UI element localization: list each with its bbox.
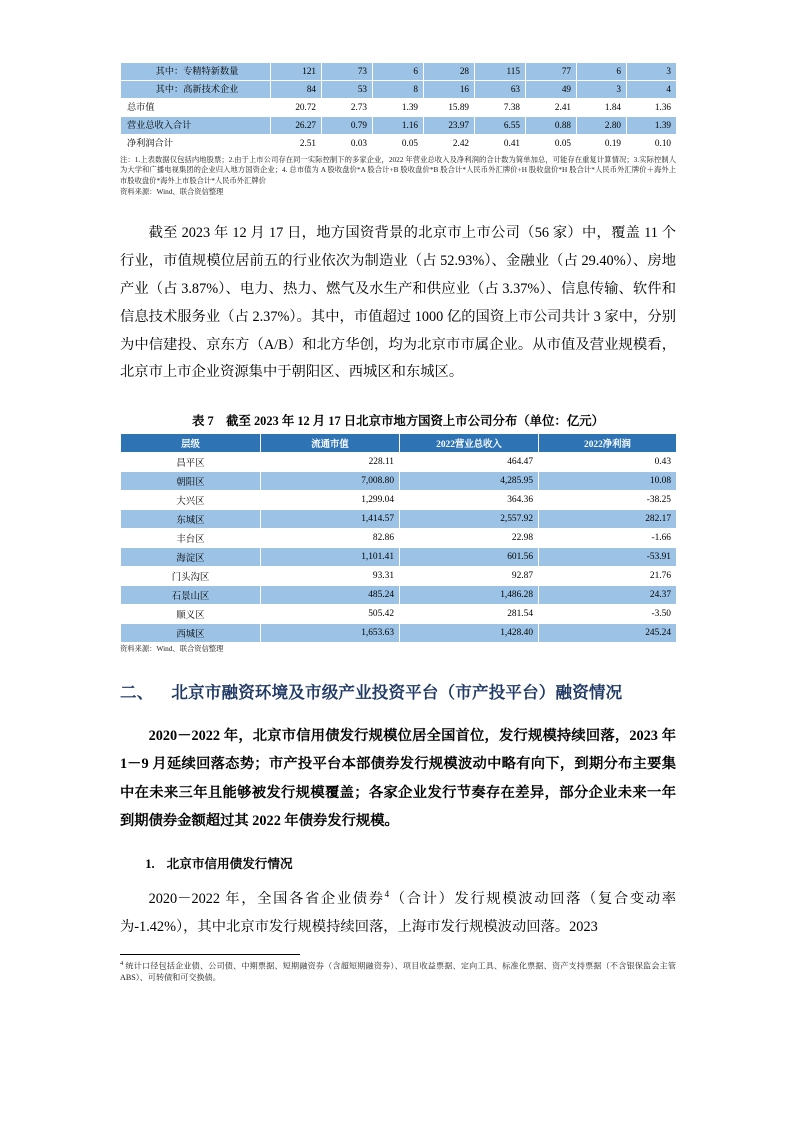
cell-value: 1,428.40 — [400, 624, 539, 643]
cell-value: 2.80 — [577, 117, 627, 135]
cell-value: 0.05 — [526, 135, 577, 153]
cell-value: 245.24 — [539, 624, 677, 643]
table-row — [121, 135, 677, 153]
cell-value: 464.47 — [400, 453, 539, 472]
table-row — [121, 99, 677, 117]
cell-value: 2,557.92 — [400, 510, 539, 529]
cell-value: -38.25 — [539, 491, 677, 510]
footnote — [120, 959, 676, 984]
column-header-float-market-value: 流通市值 — [261, 434, 400, 453]
cell-value: 1,486.28 — [400, 586, 539, 605]
cell-value: 281.54 — [400, 605, 539, 624]
table-row — [121, 81, 677, 99]
page-content — [120, 0, 676, 984]
cell-value: 4 — [627, 81, 677, 99]
table7-body — [121, 453, 677, 643]
cell-value: 0.88 — [526, 117, 577, 135]
row-label: 其中：专精特新数量 — [121, 63, 271, 81]
cell-value: -3.50 — [539, 605, 677, 624]
row-label: 总市值 — [121, 99, 271, 117]
cell-value: 16 — [424, 81, 475, 99]
cell-value: 84 — [271, 81, 322, 99]
district-name: 昌平区 — [121, 453, 261, 472]
district-name: 石景山区 — [121, 586, 261, 605]
cell-value: -1.66 — [539, 529, 677, 548]
district-name: 丰台区 — [121, 529, 261, 548]
cell-value: 21.76 — [539, 567, 677, 586]
cell-value: 82.86 — [261, 529, 400, 548]
section-number: 二、 — [120, 684, 154, 703]
cell-value: 23.97 — [424, 117, 475, 135]
paragraph-bond-issuance — [120, 886, 676, 942]
cell-value: 73 — [322, 63, 373, 81]
cell-value: 121 — [271, 63, 322, 81]
cell-value: 1,414.57 — [261, 510, 400, 529]
table-row — [121, 117, 677, 135]
spacer-before-section — [120, 655, 676, 681]
cell-value: 20.72 — [271, 99, 322, 117]
cell-value: 6 — [577, 63, 627, 81]
table-row — [121, 510, 677, 529]
footnote-reference: 4 — [384, 889, 390, 900]
cell-value: 115 — [475, 63, 526, 81]
subsection-title: 北京市信用债发行情况 — [166, 857, 293, 872]
cell-value: 6 — [373, 63, 424, 81]
spacer-after-note — [120, 198, 676, 220]
cell-value: 1.39 — [627, 117, 677, 135]
spacer-after-section — [120, 706, 676, 722]
column-header-level: 层级 — [121, 434, 261, 453]
footnote-divider — [120, 954, 300, 955]
cell-value: 1.39 — [373, 99, 424, 117]
cell-value: 1,101.41 — [261, 548, 400, 567]
cell-value: 53 — [322, 81, 373, 99]
cell-value: 77 — [526, 63, 577, 81]
cell-value: 0.19 — [577, 135, 627, 153]
cell-value: 1.36 — [627, 99, 677, 117]
cell-value: 28 — [424, 63, 475, 81]
section-title: 北京市融资环境及市级产业投资平台（市产投平台）融资情况 — [171, 684, 623, 703]
cell-value: 63 — [475, 81, 526, 99]
spacer-before-table7 — [120, 387, 676, 411]
cell-value: 7,008.80 — [261, 472, 400, 491]
cell-value: 6.55 — [475, 117, 526, 135]
district-name: 东城区 — [121, 510, 261, 529]
spacer-after-subsection — [120, 872, 676, 886]
cell-value: 24.37 — [539, 586, 677, 605]
district-name: 门头沟区 — [121, 567, 261, 586]
row-label: 净利润合计 — [121, 135, 271, 153]
column-header-revenue-2022: 2022营业总收入 — [400, 434, 539, 453]
table-district-distribution — [120, 433, 677, 643]
row-label: 其中：高新技术企业 — [121, 81, 271, 99]
cell-value: 22.98 — [400, 529, 539, 548]
cell-value: 282.17 — [539, 510, 677, 529]
table-row — [121, 529, 677, 548]
subsection-number: 1. — [145, 857, 155, 872]
cell-value: 505.42 — [261, 605, 400, 624]
cell-value: 2.51 — [271, 135, 322, 153]
cell-value: 1.84 — [577, 99, 627, 117]
cell-value: 1,653.63 — [261, 624, 400, 643]
top-spacer-2 — [120, 26, 676, 62]
cell-value: 8 — [373, 81, 424, 99]
table-row — [121, 624, 677, 643]
table-row — [121, 63, 677, 81]
cell-value: 0.03 — [322, 135, 373, 153]
cell-value: 49 — [526, 81, 577, 99]
cell-value: 15.89 — [424, 99, 475, 117]
cell-value: 3 — [577, 81, 627, 99]
footnote-text: 统计口径包括企业债、公司债、中期票据、短期融资券（含超短期融资券）、项目收益票据、定向工具、标准化票据、资产支持票据（不含银保监会主管 ABS）、可转债和可交换债。 — [120, 961, 676, 983]
cell-value: 1.16 — [373, 117, 424, 135]
cell-value: -53.91 — [539, 548, 677, 567]
paragraph-bond-issuance-pre: 2020－2022 年，全国各省企业债券 — [148, 891, 385, 908]
cell-value: 3 — [627, 63, 677, 81]
table-row — [121, 548, 677, 567]
cell-value: 228.11 — [261, 453, 400, 472]
cell-value: 0.41 — [475, 135, 526, 153]
subsection-heading — [120, 853, 676, 872]
cell-value: 26.27 — [271, 117, 322, 135]
table-row — [121, 586, 677, 605]
table7-source: 资料来源：Wind、联合资信整理 — [120, 644, 224, 654]
table-row — [121, 605, 677, 624]
spacer-before-subsection — [120, 835, 676, 853]
cell-value: 93.31 — [261, 567, 400, 586]
table-continued-body — [121, 63, 677, 153]
cell-value: 601.56 — [400, 548, 539, 567]
top-spacer — [120, 0, 676, 26]
table7-header-row — [121, 434, 677, 453]
cell-value: 364.36 — [400, 491, 539, 510]
cell-value: 0.10 — [627, 135, 677, 153]
paragraph-bond-issuance-post: （合计）发行规模波动回落（复合变动率为-1.42%），其中北京市发行规模持续回落，上海市发行规模波动回落。2023 — [120, 891, 677, 936]
table-row — [121, 567, 677, 586]
section-heading — [120, 681, 676, 706]
table7-head — [121, 434, 677, 453]
table-continued — [120, 62, 677, 153]
district-name: 海淀区 — [121, 548, 261, 567]
district-name: 大兴区 — [121, 491, 261, 510]
cell-value: 0.79 — [322, 117, 373, 135]
paragraph-summary: 2020－2022 年，北京市信用债发行规模位居全国首位，发行规模持续回落，2023 年 1－9 月延续回落态势；市产投平台本部债券发行规模波动中略有向下，到期分布主要集中在未来三年且能够被发行规模覆盖；各家企业发行节奏存在差异，部分企业未来一年到期债券金额超过其 2022 年债券发行规模。 — [120, 727, 676, 829]
cell-value: 485.24 — [261, 586, 400, 605]
paragraph-industry-distribution: 截至 2023 年 12 月 17 日，地方国资背景的北京市上市公司（56 家）中，覆盖 11 个行业，市值规模位居前五的行业依次为制造业（占 52.93%）、金融业（占 29.40%）、房地产业（占 3.87%）、电力、热力、燃气及水生产和供应业（占 3.37%）、信息传输、软件和信息技术服务业（占 2.37%）。其中，市值超过 1000 亿的国资上市公司共计 3 家中，分别为中信建投、京东方（A/B）和北方华创，均为北京市市属企业。从市值及营业规模看，北京市上市企业资源集中于朝阳区、西城区和东城区。 — [120, 225, 676, 381]
table-row — [121, 453, 677, 472]
cell-value: 2.42 — [424, 135, 475, 153]
district-name: 朝阳区 — [121, 472, 261, 491]
spacer-before-footnote — [120, 942, 676, 954]
row-label: 营业总收入合计 — [121, 117, 271, 135]
cell-value: 92.87 — [400, 567, 539, 586]
footnote-marker: 4 — [120, 959, 124, 967]
district-name: 顺义区 — [121, 605, 261, 624]
column-header-net-profit-2022: 2022净利润 — [539, 434, 677, 453]
cell-value: 0.05 — [373, 135, 424, 153]
table-note: 注：1.上表数据仅包括内地股票；2.由于上市公司存在同一实际控制下的多家企业，2022 年营业总收入及净利润的合计数为简单加总，可能存在重复计算情况；3.实际控制人为大学和广播电视集团的企业归入地方国资企业；4. 总市值为 A 股收盘价*A 股合计+B 股收盘价*B 股合计*人民币外汇牌价+H 股收盘价*H 股合计*人民币外汇牌价＋海外上市股收盘价*海外上市股合计*人民币外汇牌价 — [120, 155, 676, 185]
cell-value: 7.38 — [475, 99, 526, 117]
district-name: 西城区 — [121, 624, 261, 643]
cell-value: 2.41 — [526, 99, 577, 117]
cell-value: 4,285.95 — [400, 472, 539, 491]
table-source: 资料来源：Wind、联合资信整理 — [120, 187, 224, 197]
table7-caption: 表 7 截至 2023 年 12 月 17 日北京市地方国资上市公司分布（单位：亿元） — [192, 414, 604, 429]
cell-value: 0.43 — [539, 453, 677, 472]
cell-value: 10.08 — [539, 472, 677, 491]
table-row — [121, 472, 677, 491]
table-row — [121, 491, 677, 510]
cell-value: 2.73 — [322, 99, 373, 117]
cell-value: 1,299.04 — [261, 491, 400, 510]
